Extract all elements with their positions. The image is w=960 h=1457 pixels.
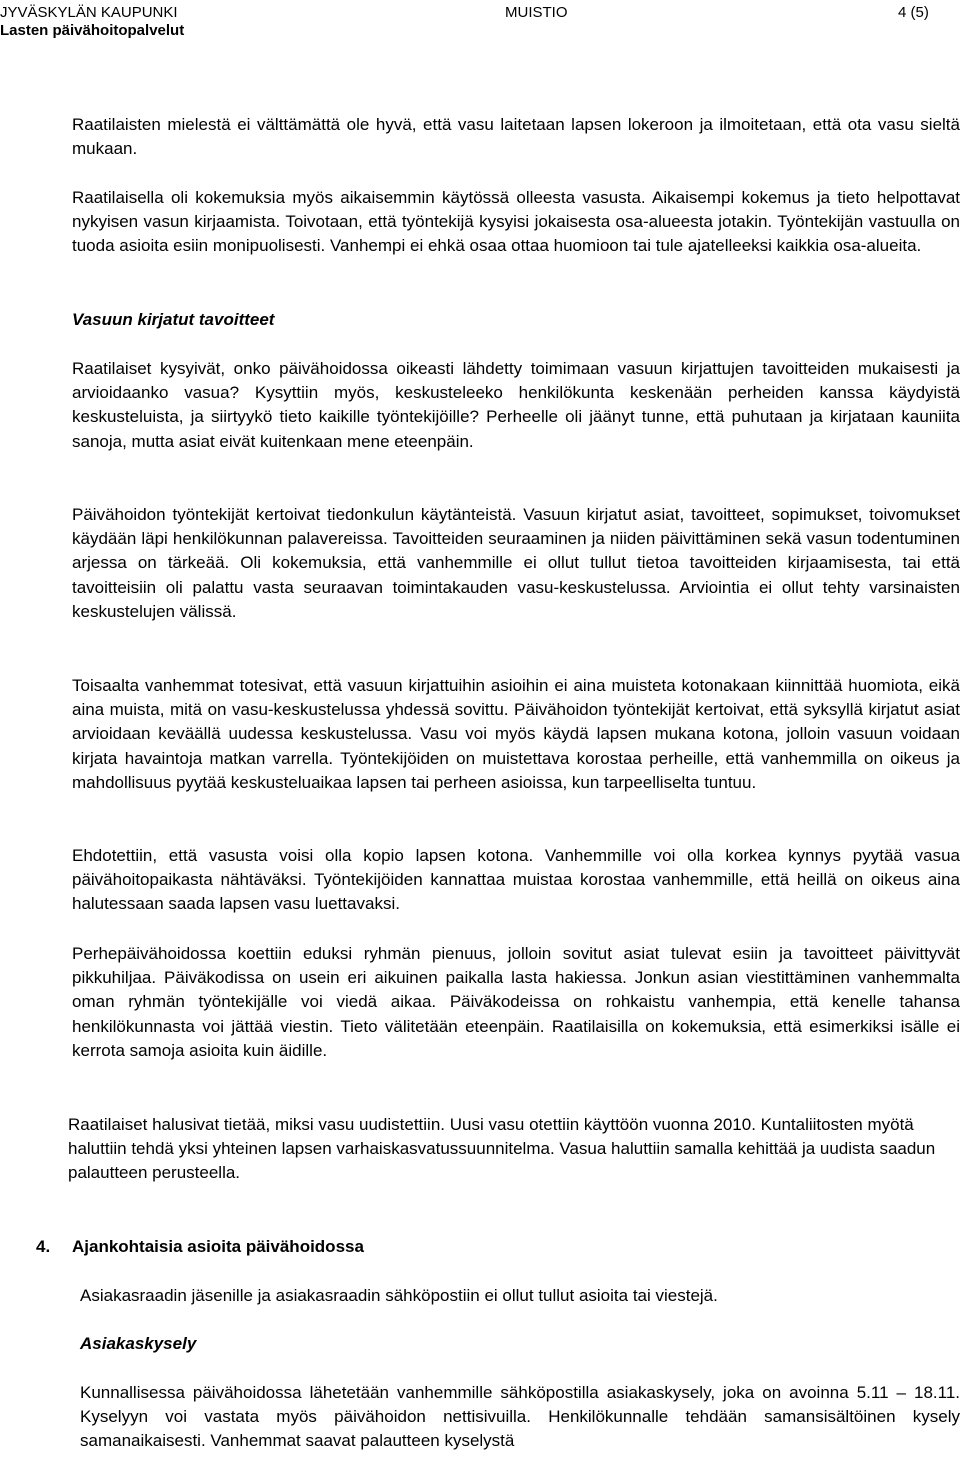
heading-vasu-goals: Vasuun kirjatut tavoitteet: [72, 310, 275, 329]
paragraph-vasu-renewal: Raatilaiset halusivat tietää, miksi vasu uudistettiin. Uusi vasu otettiin käyttöön vuonna 2010. Kuntaliitosten myötä haluttiin tehdä yksi yhteinen lapsen varhaiskasvatussuunnitelma. Vasua haluttiin samalla kehittää ja uudista saadun palautteen perusteella.: [68, 1115, 936, 1183]
unit-name: Lasten päivähoitopalvelut: [0, 22, 185, 39]
paragraph-customer-survey: Kunnallisessa päivähoidossa lähetetään vanhemmille sähköpostilla asiakaskysely, joka on avoinna 5.11 – 18.11. Kyselyyn voi vastata myös päivähoidon nettisivuilla. Henkilökunnalle tehdään samansisältöinen kysely samanaikaisesti. Vanhemmat saavat palautteen kyselystä: [80, 1383, 960, 1451]
paragraph-raati-email: Asiakasraadin jäsenille ja asiakasraadin sähköpostiin ei ollut tullut asioita tai viestejä.: [80, 1286, 718, 1305]
paragraph-goals-question: Raatilaiset kysyivät, onko päivähoidossa oikeasti lähdetty toimimaan vasuun kirjattujen tavoitteiden mukaisesti ja arvioidaanko vasua? Kysyttiin myös, keskusteleeko henkilökunta keskenään perheiden kanssa käydyistä keskusteluista, ja siirtyykö tieto kaikille työntekijöille? Perheelle oli jäänyt tunne, että puhutaan ja kirjataan kauniita sanoja, mutta asiat eivät kuitenkaan mene eteenpäin.: [72, 359, 960, 451]
section-4-heading: [36, 1235, 364, 1259]
paragraph-vasu-copy: Ehdotettiin, että vasusta voisi olla kopio lapsen kotona. Vanhemmille voi olla korkea kynnys pyytää vasua päivähoitopaikasta nähtäväksi. Työntekijöiden kannattaa muistaa korostaa vanhemmille, että heillä on oikeus aina halutessaan saada lapsen vasu luettavaksi.: [72, 846, 960, 914]
paragraph-previous-vasu: Raatilaisella oli kokemuksia myös aikaisemmin käytössä olleesta vasusta. Aikaisempi kokemus ja tieto helpottavat nykyisen vasun kirjaamista. Toivotaan, että työntekijä kysyisi jokaisesta osa-alueesta jotakin. Työntekijän vastuulla on tuoda asioita esiin monipuolisesti. Vanhempi ei ehkä osaa ottaa huomioon tai tule ajatelleeksi kaikkia osa-alueita.: [72, 188, 960, 256]
document-type: MUISTIO: [505, 4, 568, 21]
organization-name: JYVÄSKYLÄN KAUPUNKI: [0, 4, 178, 21]
paragraph-information-flow: Päivähoidon työntekijät kertoivat tiedonkulun käytänteistä. Vasuun kirjatut asiat, tavoitteet, sopimukset, toivomukset käydään läpi henkilökunnan palavereissa. Tavoitteiden seuraaminen ja niiden päivittäminen sekä vasun todentuminen arjessa on tärkeää. Oli kokemuksia, että vanhemmille ei ollut tullut tietoa tavoitteiden kirjaamisesta, tai että tavoitteisiin oli palattu vasta seuraavan toimintakauden vasu-keskustelussa. Arviointia ei ollut tehty varsinaisten keskustelujen välissä.: [72, 505, 960, 621]
section-4-title: Ajankohtaisia asioita päivähoidossa: [72, 1237, 364, 1256]
page-header: [0, 4, 960, 44]
page-number: 4 (5): [898, 4, 929, 21]
section-4-number: 4.: [36, 1237, 51, 1256]
heading-customer-survey: Asiakaskysely: [80, 1334, 197, 1353]
paragraph-vasu-locker: Raatilaisten mielestä ei välttämättä ole hyvä, että vasu laitetaan lapsen lokeroon ja ilmoitetaan, että ota vasu sieltä mukaan.: [72, 115, 960, 159]
paragraph-parents-remember: Toisaalta vanhemmat totesivat, että vasuun kirjattuihin asioihin ei aina muisteta kotonakaan kiinnittää huomiota, eikä aina muista, mitä on vasu-keskustelussa yhdessä sovittu. Päivähoidon työntekijät kertoivat, että syksyllä kirjatut asiat arvioidaan keväällä uudessa keskustelussa. Vasu voi myös käydä lapsen mukana kotona, jolloin vasuun voidaan kirjata havaintoja matkan varrella. Työntekijöiden on muistettava korostaa perheille, että vanhemmilla on oikeus ja mahdollisuus pyytää keskusteluaikaa lapsen tai perheen asioissa, kun tarpeelliselta tuntuu.: [72, 676, 960, 792]
paragraph-family-daycare: Perhepäivähoidossa koettiin eduksi ryhmän pienuus, jolloin sovitut asiat tulevat esiin ja tavoitteet päivittyvät pikkuhiljaa. Päiväkodissa on usein eri aikuinen paikalla lasta hakiessa. Jonkun asian viestittäminen vanhemmalta oman ryhmän työntekijälle voi viedä aikaa. Päiväkodeissa on rohkaistu vanhempia, että kenelle tahansa henkilökunnasta voi jättää viestin. Tieto välitetään eteenpäin. Raatilaisilla on kokemuksia, että esimerkiksi isälle ei kerrota samoja asioita kuin äidille.: [72, 944, 960, 1060]
